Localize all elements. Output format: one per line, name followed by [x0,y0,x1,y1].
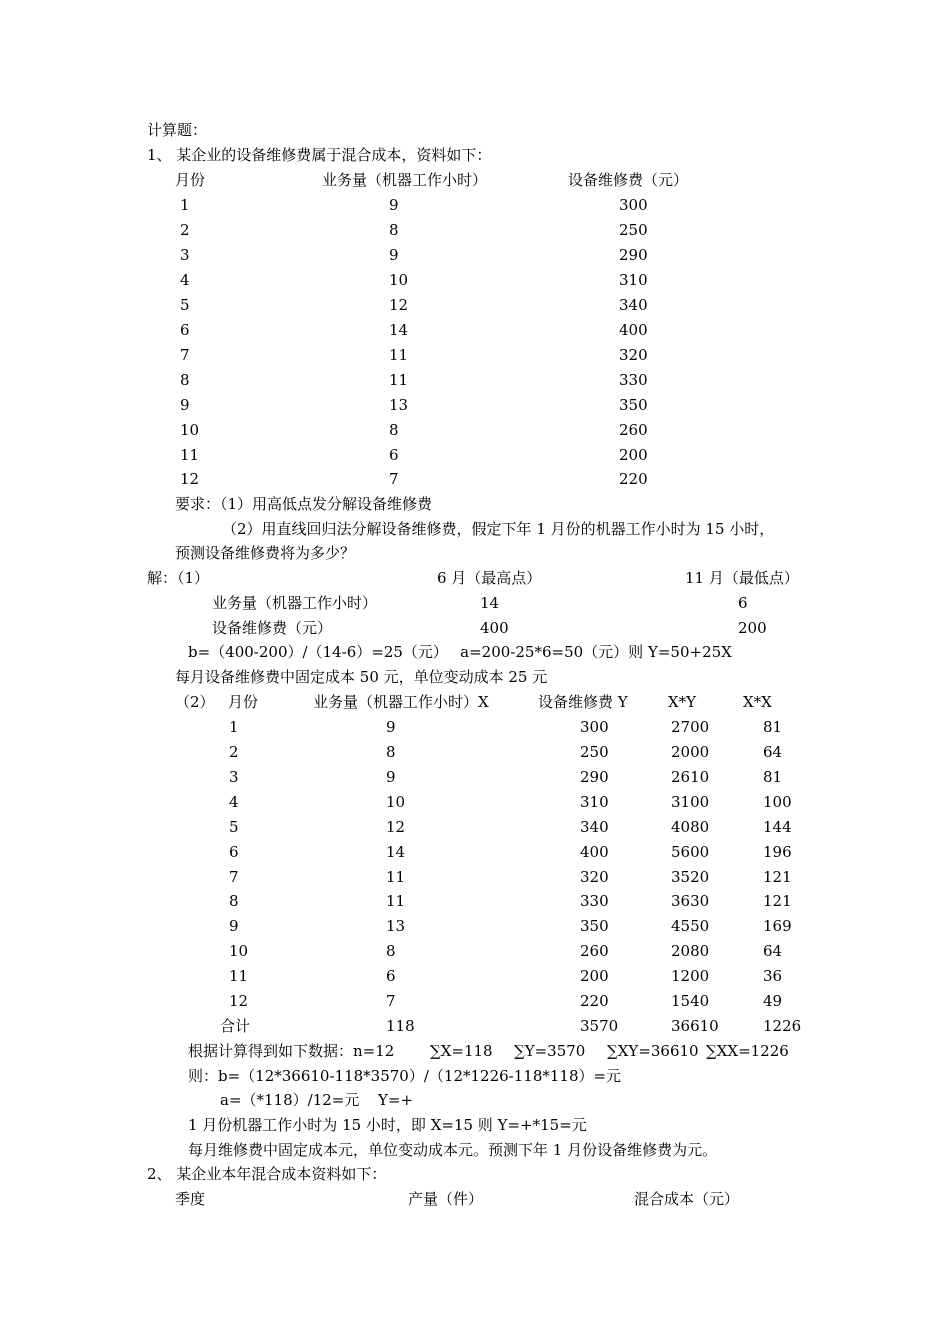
high-low-formula: b=（400-200）/（14-6）=25（元） a=200-25*6=50（元）则 Y=50+25X [188,643,732,661]
q1-table-cell: 6 [180,320,190,339]
reg-table-cell: 200 [580,967,609,986]
q1-table-cell: 5 [180,295,190,314]
reg-table-cell: 9 [386,718,396,736]
reg-table-cell: 5600 [671,842,710,861]
total-y: 3570 [580,1017,619,1035]
reg-table-cell: 330 [580,892,609,911]
q1-table-cell: 8 [389,220,399,239]
hl-row-volume-high: 14 [480,594,500,612]
q1-requirement-2: （2）用直线回归法分解设备维修费，假定下年 1 月份的机器工作小时为 15 小时， [222,520,775,538]
reg-table-cell: 2 [229,742,239,761]
sum-xy: ∑XY=36610 [607,1042,699,1060]
reg-table-cell: 49 [763,992,783,1011]
reg-table-cell: 11 [386,892,406,911]
regression-label: （2） [175,693,215,711]
reg-table-cell: 8 [386,742,396,761]
total-x: 118 [386,1017,415,1035]
q1-table-cell: 260 [619,420,648,439]
q1-table-cell: 6 [389,445,399,464]
q1-table-cell: 310 [619,270,648,289]
q1-table-cell: 10 [389,270,409,289]
january-prediction: 1 月份机器工作小时为 15 小时，即 X=15 则 Y=+*15=元 [188,1116,587,1134]
reg-header-x: 业务量（机器工作小时）X [313,693,489,711]
reg-table-cell: 144 [763,817,792,836]
q1-table-cell: 1 [180,196,190,214]
reg-table-cell: 81 [763,718,783,736]
reg-table-cell: 290 [580,767,609,786]
total-label: 合计 [220,1017,251,1035]
q1-table-cell: 11 [389,370,409,389]
reg-table-cell: 8 [386,942,396,961]
heading: 计算题： [147,121,208,139]
reg-table-cell: 64 [763,942,783,961]
q1-title: 1、 某企业的设备维修费属于混合成本，资料如下： [147,146,492,164]
reg-table-cell: 14 [386,842,406,861]
reg-table-cell: 10 [386,792,406,811]
hl-row-cost-label: 设备维修费（元） [212,619,333,637]
reg-table-cell: 121 [763,892,792,911]
reg-table-cell: 6 [229,842,239,861]
q2-title: 2、 某企业本年混合成本资料如下： [147,1165,387,1183]
q1-table-cell: 12 [180,470,200,489]
q1-table-cell: 14 [389,320,409,339]
reg-table-cell: 4550 [671,917,710,936]
q1-header-volume: 业务量（机器工作小时） [322,171,488,189]
reg-table-cell: 3630 [671,892,710,911]
q1-table-cell: 250 [619,220,648,239]
q1-table-cell: 9 [389,245,399,264]
q1-table-cell: 8 [389,420,399,439]
reg-table-cell: 8 [229,892,239,911]
q1-table-cell: 9 [180,395,190,414]
reg-table-cell: 4 [229,792,239,811]
q1-table-cell: 200 [619,445,648,464]
reg-table-cell: 2000 [671,742,710,761]
reg-table-cell: 350 [580,917,609,936]
q1-table-cell: 9 [389,196,399,214]
total-xy: 36610 [671,1017,719,1035]
reg-table-cell: 1200 [671,967,710,986]
reg-table-cell: 121 [763,867,792,886]
sum-xx: ∑XX=1226 [706,1042,789,1060]
low-point-header: 11 月（最低点） [685,569,799,587]
reg-table-cell: 2700 [671,718,710,736]
solution-label: 解：（1） [147,569,210,587]
reg-table-cell: 3 [229,767,239,786]
high-point-header: 6 月（最高点） [437,569,542,587]
final-conclusion: 每月维修费中固定成本元，单位变动成本元。预测下年 1 月份设备维修费为元。 [188,1141,718,1159]
q2-header-cost: 混合成本（元） [634,1190,740,1208]
reg-header-y: 设备维修费 Y [538,693,628,711]
q2-header-output: 产量（件） [408,1190,484,1208]
reg-table-cell: 7 [229,867,239,886]
reg-table-cell: 6 [386,967,396,986]
y-formula: Y=+ [378,1091,414,1109]
reg-table-cell: 9 [386,767,396,786]
reg-table-cell: 4080 [671,817,710,836]
q1-table-cell: 340 [619,295,648,314]
reg-table-cell: 12 [229,992,249,1011]
q2-header-quarter: 季度 [175,1190,206,1208]
reg-table-cell: 12 [386,817,406,836]
q1-table-cell: 290 [619,245,648,264]
q1-table-cell: 3 [180,245,190,264]
reg-table-cell: 3100 [671,792,710,811]
reg-table-cell: 9 [229,917,239,936]
reg-table-cell: 13 [386,917,406,936]
reg-table-cell: 400 [580,842,609,861]
reg-table-cell: 1 [229,718,239,736]
q1-table-cell: 12 [389,295,409,314]
q1-table-cell: 300 [619,196,648,214]
reg-table-cell: 81 [763,767,783,786]
reg-table-cell: 260 [580,942,609,961]
q1-table-cell: 330 [619,370,648,389]
reg-header-xy: X*Y [668,693,697,711]
q1-table-cell: 11 [180,445,200,464]
reg-table-cell: 320 [580,867,609,886]
q1-table-cell: 7 [389,470,399,489]
reg-table-cell: 310 [580,792,609,811]
reg-table-cell: 300 [580,718,609,736]
reg-table-cell: 11 [229,967,249,986]
reg-table-cell: 11 [386,867,406,886]
reg-table-cell: 5 [229,817,239,836]
reg-header-xx: X*X [743,693,772,711]
a-formula: a=（*118）/12=元 [220,1091,360,1109]
hl-row-cost-high: 400 [480,619,509,637]
sum-y: ∑Y=3570 [514,1042,586,1060]
reg-table-cell: 169 [763,917,792,936]
hl-row-volume-label: 业务量（机器工作小时） [212,594,378,612]
hl-row-cost-low: 200 [738,619,767,637]
b-formula: 则：b=（12*36610-118*3570）/（12*1226-118*118）=元 [188,1067,622,1085]
total-xx: 1226 [763,1017,802,1035]
q1-header-cost: 设备维修费（元） [568,171,689,189]
reg-table-cell: 196 [763,842,792,861]
sum-x: ∑X=118 [430,1042,493,1060]
q1-table-cell: 2 [180,220,190,239]
reg-header-month: 月份 [228,693,259,711]
calc-label: 根据计算得到如下数据：n=12 [188,1042,395,1060]
reg-table-cell: 100 [763,792,792,811]
reg-table-cell: 1540 [671,992,710,1011]
q1-table-cell: 220 [619,470,648,489]
q1-table-cell: 10 [180,420,200,439]
q1-requirement-1: 要求：（1）用高低点发分解设备维修费 [175,495,433,513]
q1-table-cell: 13 [389,395,409,414]
reg-table-cell: 7 [386,992,396,1011]
reg-table-cell: 340 [580,817,609,836]
high-low-summary: 每月设备维修费中固定成本 50 元，单位变动成本 25 元 [175,668,548,686]
reg-table-cell: 220 [580,992,609,1011]
q1-requirement-3: 预测设备维修费将为多少？ [175,544,356,562]
q1-table-cell: 11 [389,345,409,364]
reg-table-cell: 3520 [671,867,710,886]
reg-table-cell: 10 [229,942,249,961]
hl-row-volume-low: 6 [738,594,748,612]
q1-table-cell: 4 [180,270,190,289]
q1-header-month: 月份 [175,171,206,189]
reg-table-cell: 2080 [671,942,710,961]
q1-table-cell: 400 [619,320,648,339]
q1-table-cell: 8 [180,370,190,389]
q1-table-cell: 350 [619,395,648,414]
reg-table-cell: 36 [763,967,783,986]
q1-table-cell: 320 [619,345,648,364]
reg-table-cell: 64 [763,742,783,761]
q1-table-cell: 7 [180,345,190,364]
reg-table-cell: 250 [580,742,609,761]
reg-table-cell: 2610 [671,767,710,786]
